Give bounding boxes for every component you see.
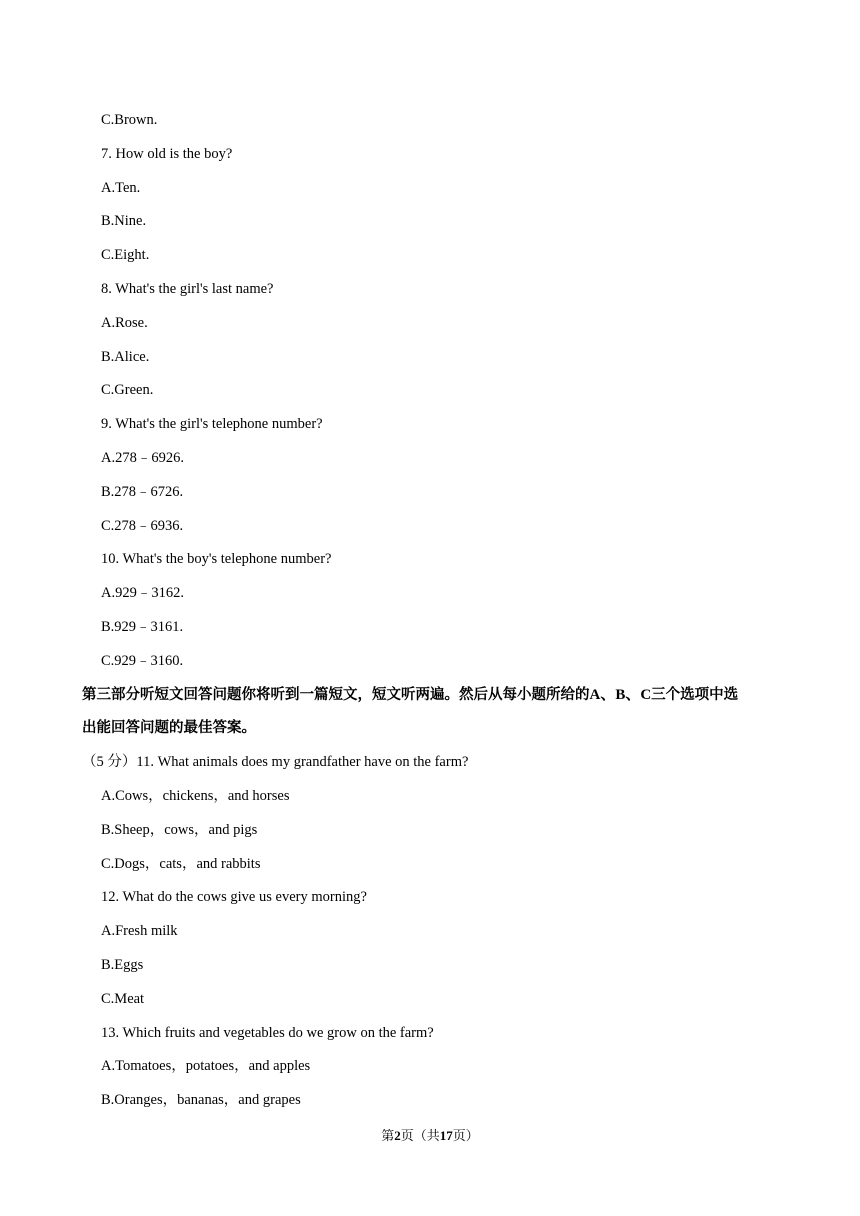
option-c-q12: C.Meat xyxy=(101,990,145,1007)
question-11 xyxy=(0,752,860,786)
footer-mid: 页（共 xyxy=(400,1128,440,1143)
option-b-q8: B.Alice. xyxy=(101,348,150,365)
option-c-q11: C.Dogs，cats，and rabbits xyxy=(101,855,261,872)
question-10: 10. What's the boy's telephone number? xyxy=(101,551,332,568)
option-c-q8: C.Green. xyxy=(101,382,154,399)
option-a-q7: A.Ten. xyxy=(101,179,141,196)
option-b-q7: B.Nine. xyxy=(101,213,147,230)
option-a-q10: A.929﹣3162. xyxy=(101,585,184,602)
footer-page-number: 2 xyxy=(394,1128,401,1143)
page-footer xyxy=(0,1127,860,1145)
option-b-q11: B.Sheep，cows，and pigs xyxy=(101,821,258,838)
section-3-heading-line2: 出能回答问题的最佳答案。 xyxy=(82,720,256,737)
question-8: 8. What's the girl's last name? xyxy=(101,280,274,297)
option-c-q6: C.Brown. xyxy=(101,112,158,128)
option-a-q9: A.278﹣6926. xyxy=(101,449,184,466)
section-3-heading-part1: 第三部分听短文回答问题你将听到一篇短文，短文听两遍。然后从每小题所给的 xyxy=(82,686,590,703)
section-3-heading-part2: 三个选项中选 xyxy=(651,686,739,703)
question-9: 9. What's the girl's telephone number? xyxy=(101,416,323,433)
question-7: 7. How old is the boy? xyxy=(101,145,233,162)
option-b-q13: B.Oranges，bananas，and grapes xyxy=(101,1092,301,1109)
question-list xyxy=(0,110,860,1124)
option-b-q9: B.278﹣6726. xyxy=(101,483,184,500)
option-c-q7: C.Eight. xyxy=(101,247,150,264)
option-c-q9: C.278﹣6936. xyxy=(101,517,184,534)
question-13: 13. Which fruits and vegetables do we grow on the farm? xyxy=(101,1024,434,1041)
question-11-text: 11. What animals does my grandfather have on the farm? xyxy=(136,754,469,771)
section-3-heading xyxy=(0,685,860,719)
option-c-q10: C.929﹣3160. xyxy=(101,652,184,669)
question-11-score: （5 分） xyxy=(82,754,137,771)
question-12: 12. What do the cows give us every morning? xyxy=(101,889,367,906)
option-b-q10: B.929﹣3161. xyxy=(101,618,184,635)
footer-total-pages: 17 xyxy=(439,1128,453,1143)
footer-prefix: 第 xyxy=(381,1128,395,1143)
option-a-q8: A.Rose. xyxy=(101,314,148,331)
option-b-q12: B.Eggs xyxy=(101,956,144,973)
option-a-q12: A.Fresh milk xyxy=(101,923,178,940)
option-a-q11: A.Cows，chickens，and horses xyxy=(101,787,290,804)
section-3-heading-abc: A、B、C xyxy=(589,686,652,703)
footer-suffix: 页） xyxy=(452,1128,479,1143)
option-a-q13: A.Tomatoes，potatoes，and apples xyxy=(101,1058,311,1075)
